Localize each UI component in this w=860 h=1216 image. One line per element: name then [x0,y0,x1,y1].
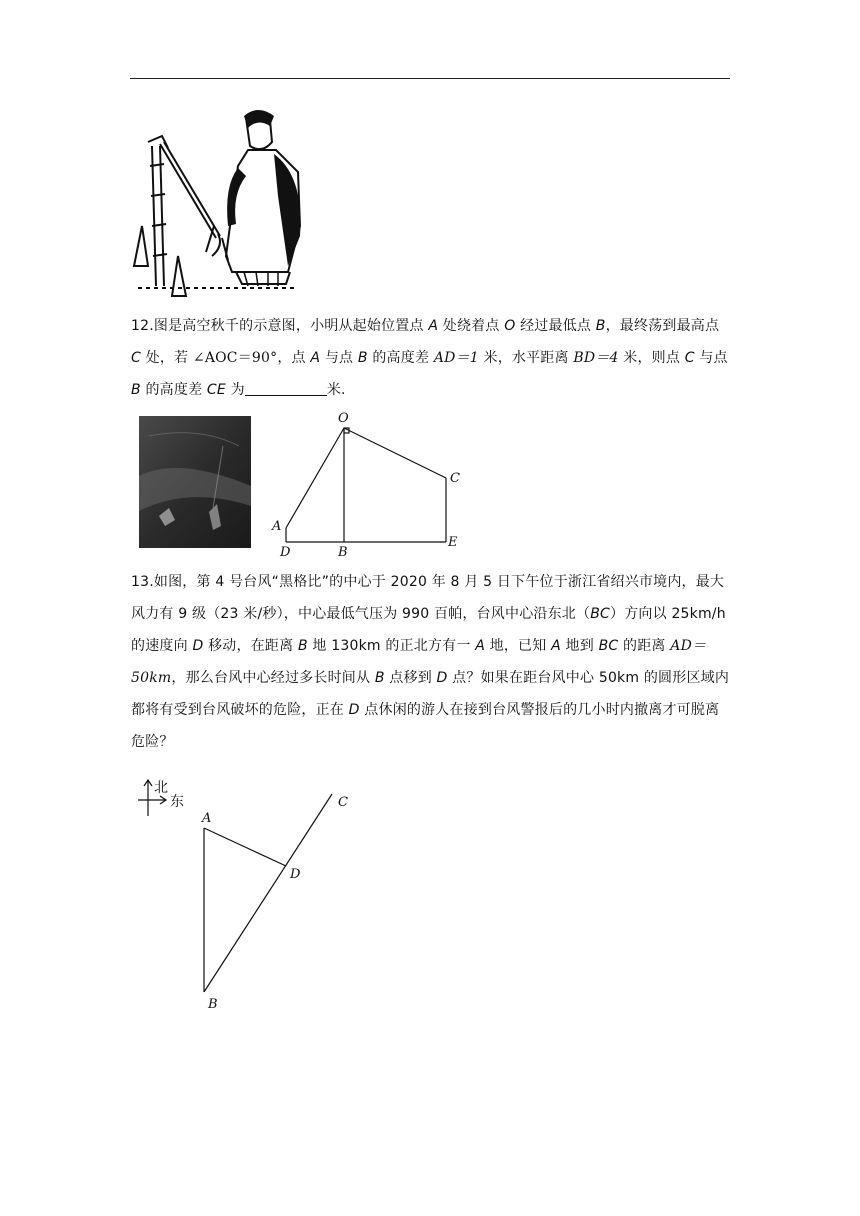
label-o: O [338,411,349,426]
formula-ad: AD＝50km [131,638,707,686]
point-a: A [475,638,485,654]
q12-text: 米，水平距离 [478,350,574,366]
question-12 [131,310,733,406]
q12-text: 经过最低点 [515,318,596,334]
q13-geometry-figure [130,770,360,1015]
ray-bc [204,794,332,992]
angle-aoc: ∠AOC＝90° [192,350,278,366]
point-d: D [192,638,204,654]
q13-text: 地 130km 的正北方有一 [307,638,476,654]
q13-text: ，那么台风中心经过多长时间从 [171,670,375,686]
q12-text: 米. [326,382,346,398]
label-d: D [290,867,301,882]
point-c: C [684,350,695,366]
point-a: A [551,638,561,654]
point-a: A [310,350,321,366]
q13-text: 点？如果在距台风中心 50km 的圆形区域内都将有受到台风破坏的危险，正在 [131,670,730,718]
q12-geometry-figure [270,408,470,560]
point-b: B [131,382,141,398]
label-e: E [448,535,458,550]
q13-text: 移动，在距离 [203,638,298,654]
header-rule [130,78,730,79]
point-a: A [428,318,439,334]
segment-oa [286,428,344,528]
label-north: 北 [154,780,168,796]
q12-text: 米，则点 [618,350,685,366]
formula-bd: BD＝4 [573,350,619,366]
q12-text: ，最终荡到最高点 [605,318,720,334]
label-b: B [208,997,218,1012]
formula-ad: AD＝1 [433,350,479,366]
q12-text: 的高度差 [367,350,434,366]
q13-text: 地到 [560,638,599,654]
point-b: B [374,670,385,686]
point-b: B [297,638,308,654]
q13-text: 点休闲的游人在接到台风警报后的几小时内撤离才可脱离危险？ [131,702,720,750]
point-o: O [504,318,516,334]
q13-text: ）方向以 25km/h 的速度向 [131,606,726,654]
line-bc: BC [590,606,610,622]
q12-text: 与点 [694,350,728,366]
q12-text: 处绕着点 [438,318,505,334]
label-c: C [338,795,348,810]
swing-photo [139,416,251,548]
point-d: D [436,670,448,686]
label-a: A [272,519,282,534]
segment-oc [344,428,446,478]
segment-ce: CE [206,382,226,398]
label-d: D [280,545,291,560]
answer-blank[interactable] [245,379,327,396]
point-c: C [131,350,141,366]
bamboo-figure-illustration [128,106,303,298]
label-east: 东 [170,794,184,810]
q13-text: 13.如图，第 4 号台风“黑格比”的中心于 2020 年 8 月 5 日下午位于浙江省绍兴市境内，最大风力有 9 级（23 米/秒），中心最低气压为 990 百帕，台风中心沿东北（ [131,574,725,622]
question-13 [131,566,733,758]
point-b: B [595,318,606,334]
label-b: B [338,545,348,560]
label-c: C [450,471,460,486]
q13-text: 的距离 [618,638,671,654]
label-a: A [202,811,212,826]
q12-text: 12.图是高空秋千的示意图，小明从起始位置点 [131,318,429,334]
q12-text: 为 [225,382,245,398]
point-d: D [348,702,360,718]
line-bc: BC [598,638,619,654]
segment-ad [204,828,286,866]
q12-text: 的高度差 [140,382,207,398]
q13-text: 点移到 [384,670,437,686]
q12-text: 处，若 [140,350,193,366]
q12-text: ，点 [277,350,311,366]
point-b: B [357,350,368,366]
q13-text: 地，已知 [485,638,552,654]
q12-text: 与点 [320,350,358,366]
